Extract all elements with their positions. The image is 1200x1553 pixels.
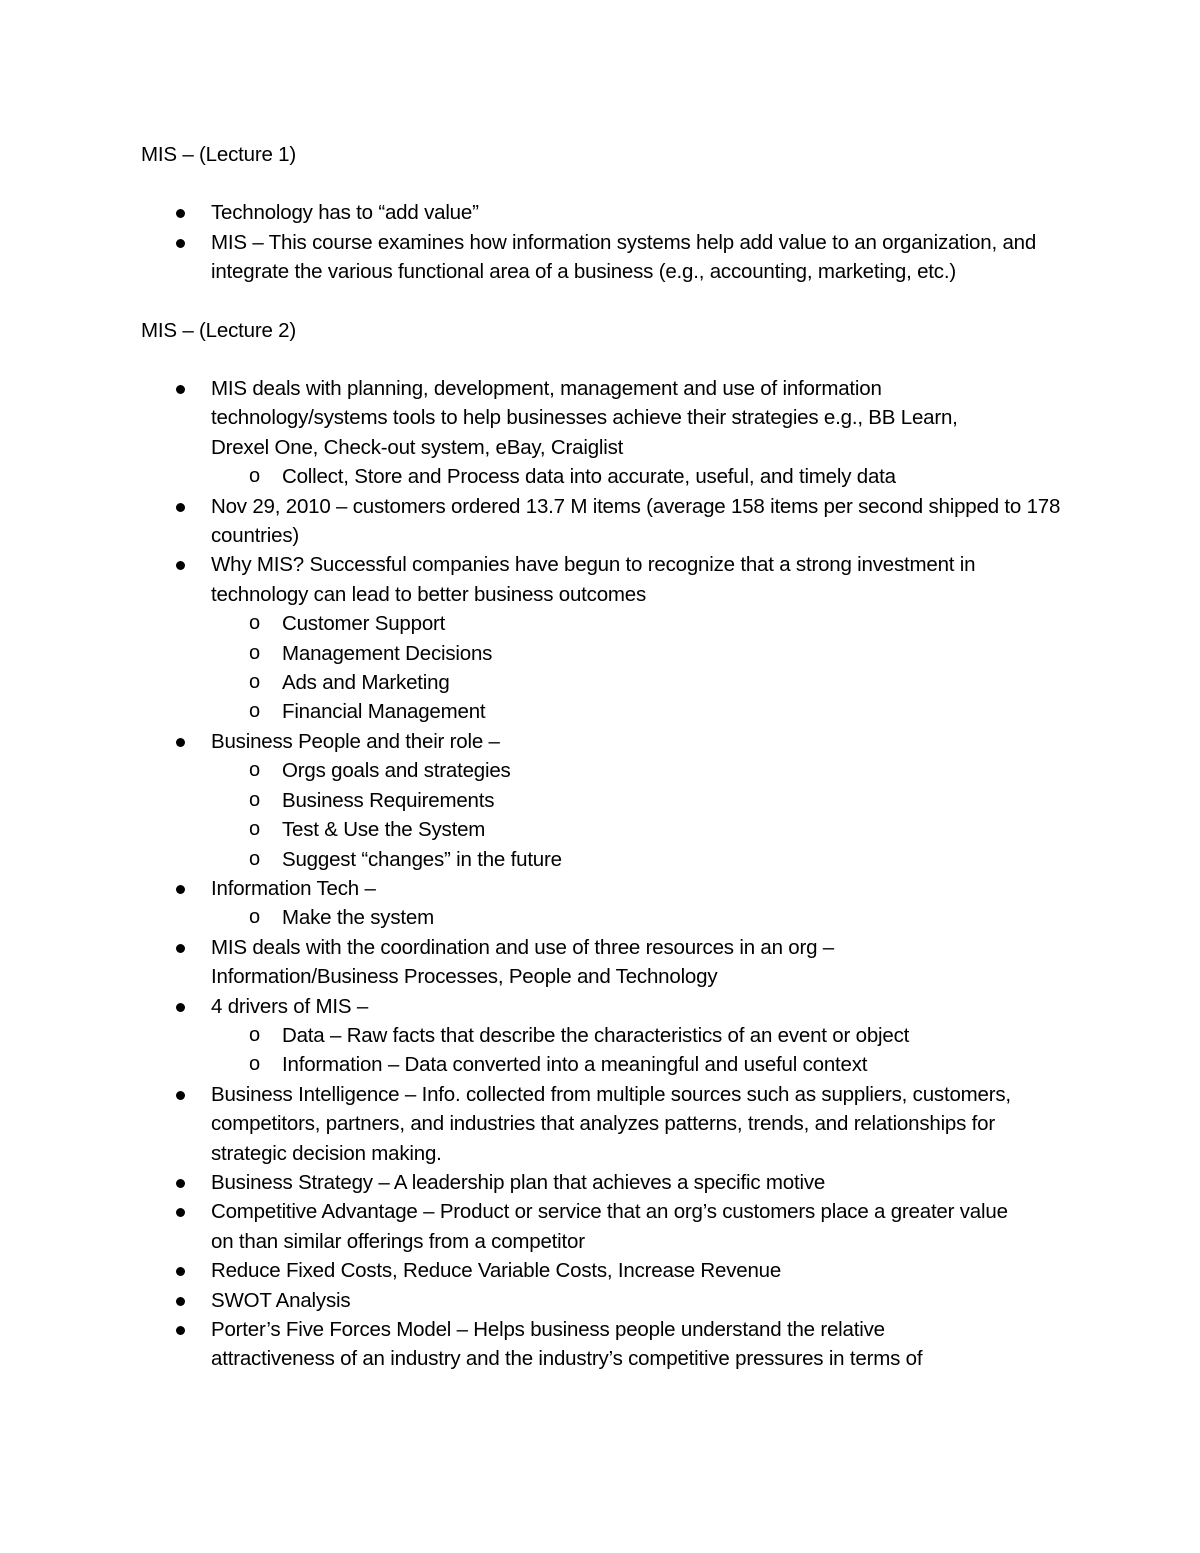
bullet-icon <box>176 209 185 218</box>
bullet-icon <box>176 1208 185 1217</box>
bullet-icon <box>176 1179 185 1188</box>
circle-bullet-icon: o <box>249 1053 260 1076</box>
circle-bullet-icon: o <box>249 700 260 723</box>
list-item-text: Porter’s Five Forces Model – Helps business people understand the relative attractiveness of an industry and the industry’s competitive pressures in terms of <box>211 1318 923 1371</box>
sub-list-item-text: Business Requirements <box>282 788 495 812</box>
list-item <box>141 1315 1001 1374</box>
sub-list-item-text: Data – Raw facts that describe the characteristics of an event or object <box>282 1023 910 1047</box>
sub-list-item <box>141 815 1051 844</box>
bullet-icon <box>176 885 185 894</box>
list-item-text: MIS deals with planning, development, management and use of information technology/systems tools to help businesses achieve their strategies e.g., BB Learn, Drexel One, Check-out system, eBay, Craiglist <box>211 377 958 459</box>
bullet-icon <box>176 503 185 512</box>
list-item <box>141 374 1011 492</box>
bullet-icon <box>176 239 185 248</box>
sub-list-item <box>141 786 1051 815</box>
list-item <box>141 1286 1051 1315</box>
sub-list-item-text: Information – Data converted into a meaningful and useful context <box>282 1053 868 1077</box>
list-item-text: SWOT Analysis <box>211 1288 351 1312</box>
circle-bullet-icon: o <box>249 641 260 664</box>
sub-list <box>211 462 1011 491</box>
list-item <box>141 1080 1031 1168</box>
circle-bullet-icon: o <box>249 788 260 811</box>
list-item-text: MIS – This course examines how information systems help add value to an organization, and integrate the various functional area of a business (e.g., accounting, marketing, etc.) <box>211 230 1037 284</box>
sub-list-item-text: Financial Management <box>282 700 486 724</box>
sub-list-item <box>141 1021 1051 1050</box>
sub-list-item <box>141 903 1051 932</box>
bullet-icon <box>176 1267 185 1276</box>
sub-list-item-text: Customer Support <box>282 612 446 636</box>
circle-bullet-icon: o <box>249 906 260 929</box>
bullet-icon <box>176 738 185 747</box>
sub-list-item-text: Make the system <box>282 906 434 930</box>
list-item <box>141 1197 1031 1256</box>
list-item <box>141 992 1051 1080</box>
sub-list-item <box>141 845 1051 874</box>
sub-list <box>211 609 1041 727</box>
bullet-icon <box>176 1003 185 1012</box>
list-item-text: Competitive Advantage – Product or service that an org’s customers place a greater value on than similar offerings from a competitor <box>211 1200 1008 1253</box>
circle-bullet-icon: o <box>249 671 260 694</box>
list-item <box>141 1168 1051 1197</box>
bullet-icon <box>176 1091 185 1100</box>
list-item-text: Technology has to “add value” <box>211 201 479 225</box>
sub-list-item <box>141 668 1041 697</box>
sub-list-item-text: Suggest “changes” in the future <box>282 847 562 871</box>
lecture-2-list <box>141 374 1061 1374</box>
list-item-text: Reduce Fixed Costs, Reduce Variable Costs, Increase Revenue <box>211 1259 782 1283</box>
sub-list-item-text: Orgs goals and strategies <box>282 759 511 783</box>
list-item-text: Why MIS? Successful companies have begun to recognize that a strong investment in technology can lead to better business outcomes <box>211 553 976 606</box>
list-item-text: Information Tech – <box>211 876 376 900</box>
list-item <box>141 550 1041 726</box>
sub-list <box>211 756 1051 874</box>
list-item-text: 4 drivers of MIS – <box>211 994 369 1018</box>
document-body <box>141 140 1061 1374</box>
list-item-text: Business People and their role – <box>211 729 500 753</box>
list-item-text: Business Strategy – A leadership plan that achieves a specific motive <box>211 1170 826 1194</box>
list-item <box>141 874 1051 933</box>
sub-list-item <box>141 1050 1051 1079</box>
sub-list-item <box>141 639 1041 668</box>
bullet-icon <box>176 561 185 570</box>
sub-list-item <box>141 462 1011 491</box>
bullet-icon <box>176 1297 185 1306</box>
sub-list-item-text: Ads and Marketing <box>282 671 450 695</box>
list-item <box>141 198 1051 227</box>
bullet-icon <box>176 385 185 394</box>
list-item <box>141 492 1061 551</box>
list-item <box>141 933 931 992</box>
list-item <box>141 1256 1051 1285</box>
sub-list-item <box>141 756 1051 785</box>
bullet-icon <box>176 944 185 953</box>
circle-bullet-icon: o <box>249 847 260 870</box>
circle-bullet-icon: o <box>249 818 260 841</box>
sub-list <box>211 1021 1051 1080</box>
lecture-1-list <box>141 198 1061 286</box>
sub-list-item-text: Test & Use the System <box>282 818 486 842</box>
sub-list-item <box>141 697 1041 726</box>
circle-bullet-icon: o <box>249 1023 260 1046</box>
sub-list-item-text: Management Decisions <box>282 641 493 665</box>
sub-list-item-text: Collect, Store and Process data into accurate, useful, and timely data <box>282 465 896 489</box>
sub-list <box>211 903 1051 932</box>
lecture-1-heading: MIS – (Lecture 1) <box>141 143 296 166</box>
list-item-text: Business Intelligence – Info. collected from multiple sources such as suppliers, customers, competitors, partners, and industries that analyzes patterns, trends, and relationships for strategic decision making. <box>211 1082 1011 1165</box>
sub-list-item <box>141 609 1041 638</box>
circle-bullet-icon: o <box>249 612 260 635</box>
list-item-text: MIS deals with the coordination and use of three resources in an org – Information/Business Processes, People and Technology <box>211 935 835 989</box>
list-item <box>141 228 1061 287</box>
circle-bullet-icon: o <box>249 465 260 488</box>
circle-bullet-icon: o <box>249 759 260 782</box>
lecture-2-heading: MIS – (Lecture 2) <box>141 318 296 342</box>
list-item <box>141 727 1051 874</box>
list-item-text: Nov 29, 2010 – customers ordered 13.7 M items (average 158 items per second shipped to 178 countries) <box>211 494 1061 548</box>
bullet-icon <box>176 1326 185 1335</box>
